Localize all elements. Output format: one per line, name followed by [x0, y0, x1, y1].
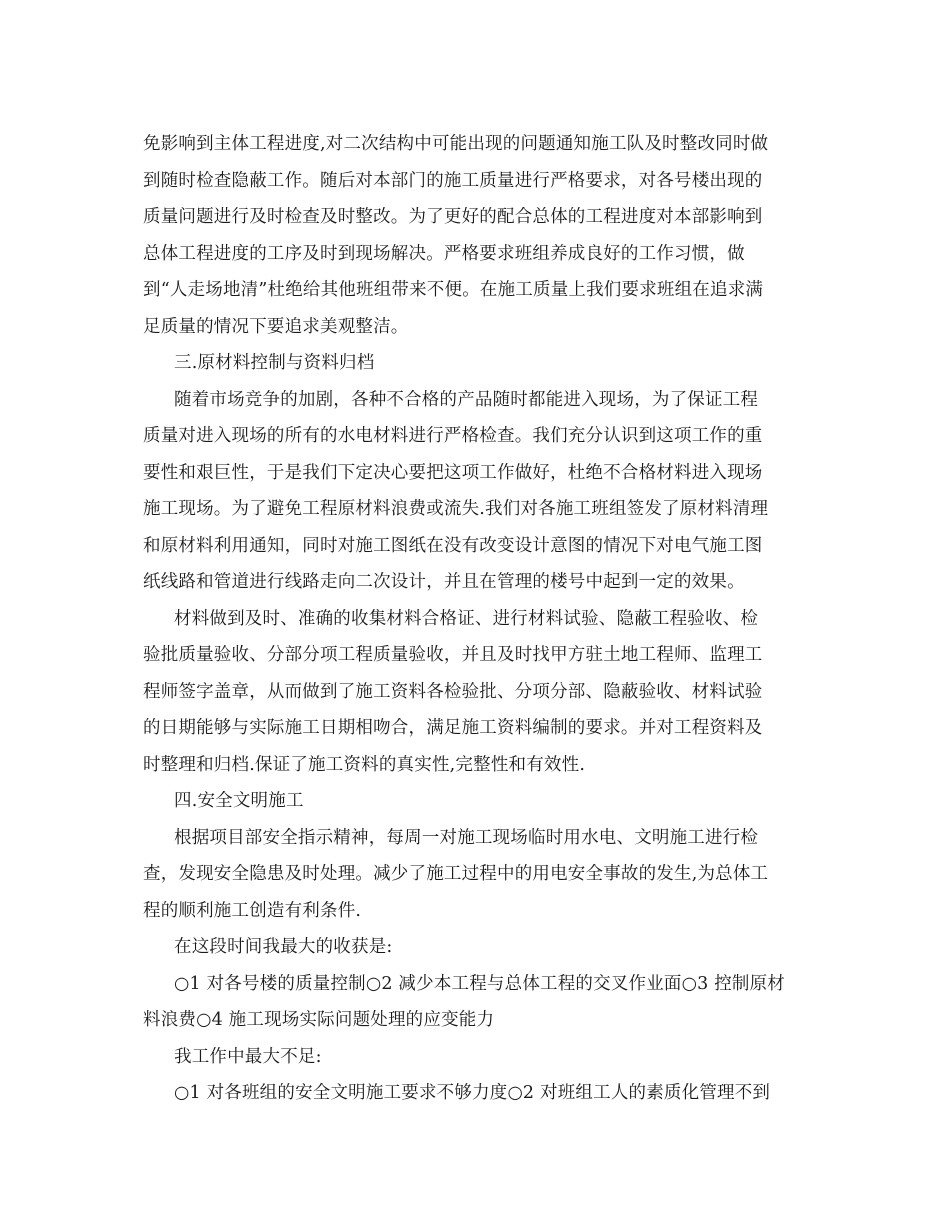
text-line: 料浪费○4 施工现场实际问题处理的应变能力	[143, 1010, 495, 1030]
text-line: 根据项目部安全指示精神，每周一对施工现场临时用水电、文明施工进行检	[174, 827, 759, 848]
text-line: 验批质量验收、分部分项工程质量验收，并且及时找甲方驻土地工程师、监理工	[143, 645, 763, 665]
text-line: 要性和艰巨性，于是我们下定决心要把这项工作做好，杜绝不合格材料进入现场	[143, 462, 763, 483]
text-line: 足质量的情况下要追求美观整洁。	[143, 316, 409, 337]
text-line: 到随时检查隐蔽工作。随后对本部门的施工质量进行严格要求，对各号楼出现的	[143, 170, 763, 191]
text-line: 质量问题进行及时检查及时整改。为了更好的配合总体的工程进度对本部影响到	[143, 207, 763, 227]
text-line: 纸线路和管道进行线路走向二次设计，并且在管理的楼号中起到一定的效果。	[143, 572, 745, 592]
text-line: 查，发现安全隐患及时处理。减少了施工过程中的用电安全事故的发生,为总体工	[143, 864, 769, 884]
text-line: 质量对进入现场的所有的水电材料进行严格检查。我们充分认识到这项工作的重	[143, 426, 763, 446]
text-line: ○1 对各班组的安全文明施工要求不够力度○2 对班组工人的素质化管理不到	[174, 1083, 771, 1103]
text-line: 和原材料利用通知，同时对施工图纸在没有改变设计意图的情况下对电气施工图	[143, 535, 763, 556]
document-body	[143, 126, 808, 1112]
text-line: 总体工程进度的工序及时到现场解决。严格要求班组养成良好的工作习惯，做	[143, 243, 745, 264]
text-line: 时整理和归档.保证了施工资料的真实性,完整性和有效性.	[143, 754, 586, 775]
text-line: 施工现场。为了避免工程原材料浪费或流失.我们对各施工班组签发了原材料清理	[143, 499, 769, 519]
text-line: ○1 对各号楼的质量控制○2 减少本工程与总体工程的交叉作业面○3 控制原材	[174, 973, 785, 994]
text-line: 程的顺利施工创造有利条件.	[143, 900, 362, 921]
text-line: 免影响到主体工程进度,对二次结构中可能出现的问题通知施工队及时整改同时做	[143, 134, 769, 154]
text-line: 程师签字盖章，从而做到了施工资料各检验批、分项分部、隐蔽验收、材料试验	[143, 681, 763, 702]
text-line: 四.安全文明施工	[174, 791, 304, 811]
text-line: 的日期能够与实际施工日期相吻合，满足施工资料编制的要求。并对工程资料及	[143, 718, 763, 738]
text-line: 到“人走场地清”杜绝给其他班组带来不便。在施工质量上我们要求班组在追求满	[143, 280, 764, 300]
text-line: 我工作中最大不足:	[174, 1046, 322, 1067]
text-line: 在这段时间我最大的收获是:	[174, 937, 393, 957]
text-line: 三.原材料控制与资料归档	[174, 353, 375, 373]
text-line: 随着市场竞争的加剧，各种不合格的产品随时都能进入现场，为了保证工程	[174, 389, 759, 410]
text-line: 材料做到及时、准确的收集材料合格证、进行材料试验、隐蔽工程验收、检	[174, 608, 759, 629]
